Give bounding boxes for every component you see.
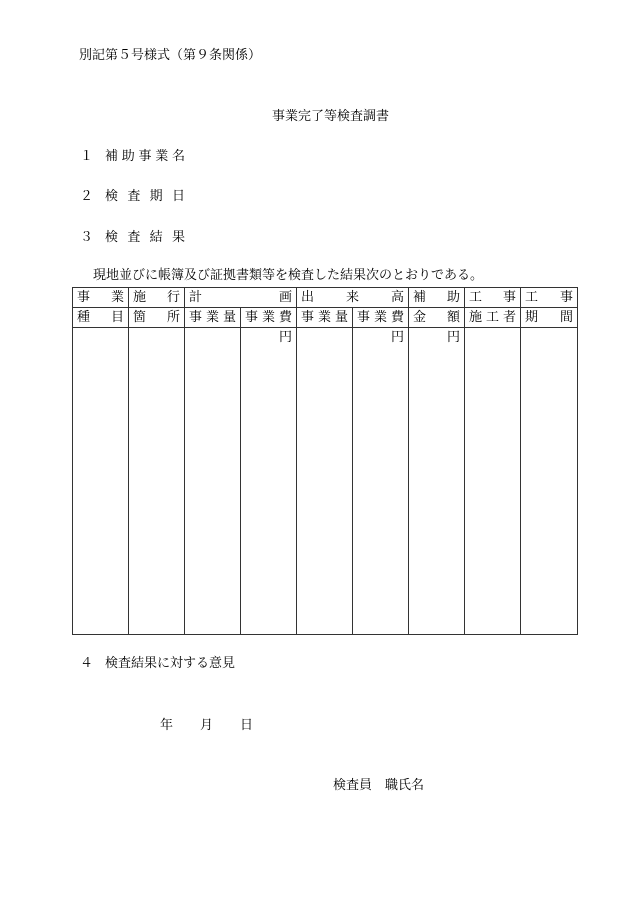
header-cell: 事業費 [241, 308, 297, 328]
date-day-label: 日 [240, 718, 254, 733]
yen-unit: 円 [447, 330, 461, 345]
item-label: 補助事業名 [105, 149, 185, 164]
section-item-1 [80, 149, 185, 165]
header-cell: 出来高 [297, 288, 409, 308]
item-number: ４ [80, 656, 94, 671]
inspector-signature [333, 778, 424, 794]
header-cell: 施工者 [465, 308, 521, 328]
date-month-label: 月 [200, 718, 214, 733]
inspection-table [72, 287, 578, 635]
header-cell: 補助 [409, 288, 465, 308]
header-cell: 期間 [521, 308, 578, 328]
body-cell[interactable] [465, 328, 521, 635]
item-label: 検査結果に対する意見 [105, 656, 236, 671]
table-body-row [73, 328, 578, 635]
body-cell-planned-cost[interactable] [241, 328, 297, 635]
item-number: ２ [80, 189, 94, 204]
inspector-role: 検査員 [333, 778, 373, 793]
header-cell: 箇所 [129, 308, 185, 328]
body-cell[interactable] [297, 328, 353, 635]
header-cell: 事業量 [297, 308, 353, 328]
header-cell: 事業費 [353, 308, 409, 328]
section-item-2 [80, 189, 185, 205]
item-number: １ [80, 149, 94, 164]
header-cell: 事業量 [185, 308, 241, 328]
header-cell: 金額 [409, 308, 465, 328]
body-cell[interactable] [521, 328, 578, 635]
item-label: 検査結果 [105, 230, 185, 245]
form-reference: 別記第５号様式（第９条関係） [79, 48, 262, 63]
date-year-label: 年 [160, 718, 174, 733]
intro-text: 現地並びに帳簿及び証拠書類等を検査した結果次のとおりである。 [93, 268, 484, 283]
body-cell[interactable] [73, 328, 129, 635]
section-item-3 [80, 230, 185, 246]
body-cell[interactable] [185, 328, 241, 635]
yen-unit: 円 [391, 330, 405, 345]
header-row-2 [73, 308, 578, 328]
body-cell[interactable] [129, 328, 185, 635]
header-cell: 種目 [73, 308, 129, 328]
header-cell: 事業 [73, 288, 129, 308]
header-cell: 工事 [521, 288, 578, 308]
header-row-1 [73, 288, 578, 308]
header-cell: 計画 [185, 288, 297, 308]
body-cell-actual-cost[interactable] [353, 328, 409, 635]
section-item-4 [80, 656, 235, 672]
item-number: ３ [80, 230, 94, 245]
yen-unit: 円 [279, 330, 293, 345]
item-label: 検査期日 [105, 189, 185, 204]
header-cell: 工事 [465, 288, 521, 308]
inspector-name-label: 職氏名 [385, 778, 425, 793]
document-title: 事業完了等検査調書 [272, 109, 390, 124]
body-cell-subsidy-amount[interactable] [409, 328, 465, 635]
header-cell: 施行 [129, 288, 185, 308]
